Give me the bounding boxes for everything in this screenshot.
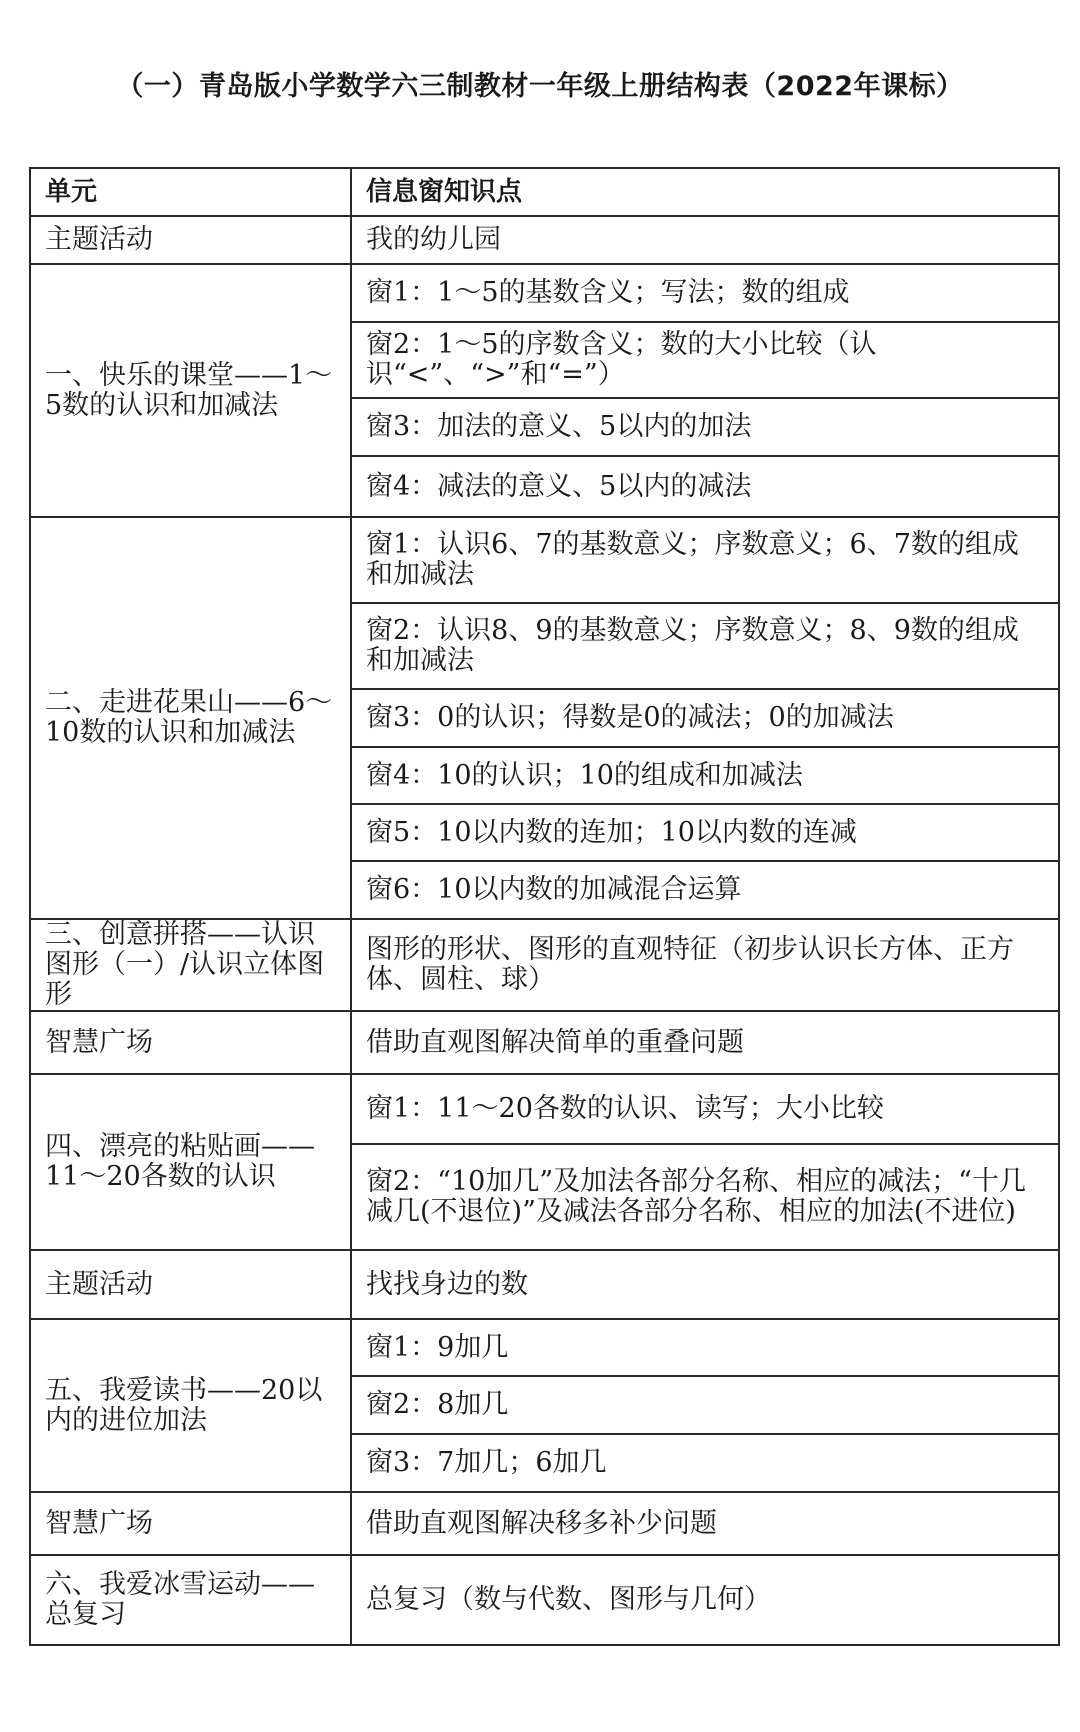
table-row [30, 1319, 1059, 1376]
knowledge-point-cell: 借助直观图解决简单的重叠问题 [351, 1011, 1059, 1074]
table-row [30, 1250, 1059, 1319]
unit-cell: 六、我爱冰雪运动——总复习 [30, 1555, 351, 1645]
knowledge-point-cell: 窗2：“10加几”及加法各部分名称、相应的减法；“十几减几(不退位)”及减法各部分名称、相应的加法(不进位) [351, 1144, 1059, 1250]
knowledge-point-cell: 窗1：认识6、7的基数意义；序数意义；6、7数的组成和加减法 [351, 517, 1059, 603]
unit-cell: 二、走进花果山——6～10数的认识和加减法 [30, 517, 351, 919]
table-row [30, 517, 1059, 603]
knowledge-point-cell: 窗3：7加几；6加几 [351, 1434, 1059, 1492]
knowledge-point-cell: 图形的形状、图形的直观特征（初步认识长方体、正方体、圆柱、球） [351, 919, 1059, 1011]
unit-cell: 四、漂亮的粘贴画——11～20各数的认识 [30, 1074, 351, 1250]
knowledge-point-cell: 窗2：1～5的序数含义；数的大小比较（认识“<”、“>”和“=”） [351, 322, 1059, 398]
header-unit: 单元 [30, 168, 351, 216]
knowledge-point-cell: 窗1：9加几 [351, 1319, 1059, 1376]
knowledge-point-cell: 窗3：0的认识；得数是0的减法；0的加减法 [351, 689, 1059, 747]
knowledge-point-cell: 窗4：减法的意义、5以内的减法 [351, 456, 1059, 517]
knowledge-point-cell: 窗1：11～20各数的认识、读写；大小比较 [351, 1074, 1059, 1144]
table-row [30, 1074, 1059, 1144]
knowledge-point-cell: 窗3：加法的意义、5以内的加法 [351, 398, 1059, 456]
table-row [30, 1011, 1059, 1074]
unit-cell: 一、快乐的课堂——1～5数的认识和加减法 [30, 264, 351, 517]
table-row [30, 264, 1059, 322]
unit-cell: 智慧广场 [30, 1492, 351, 1555]
knowledge-point-cell: 窗2：认识8、9的基数意义；序数意义；8、9数的组成和加减法 [351, 603, 1059, 689]
header-knowledge-point: 信息窗知识点 [351, 168, 1059, 216]
document-title: （一）青岛版小学数学六三制教材一年级上册结构表（2022年课标） [116, 71, 964, 102]
knowledge-point-cell: 窗1：1～5的基数含义；写法；数的组成 [351, 264, 1059, 322]
knowledge-point-cell: 窗2：8加几 [351, 1376, 1059, 1434]
knowledge-point-cell: 窗5：10以内数的连加；10以内数的连减 [351, 804, 1059, 861]
knowledge-point-cell: 我的幼儿园 [351, 216, 1059, 264]
table-row [30, 216, 1059, 264]
table-row [30, 919, 1059, 1011]
table-row [30, 1492, 1059, 1555]
unit-cell: 三、创意拼搭——认识图形（一）/认识立体图形 [30, 919, 351, 1011]
unit-cell: 主题活动 [30, 1250, 351, 1319]
knowledge-point-cell: 总复习（数与代数、图形与几何） [351, 1555, 1059, 1645]
table-row [30, 1555, 1059, 1645]
knowledge-point-cell: 借助直观图解决移多补少问题 [351, 1492, 1059, 1555]
unit-cell: 智慧广场 [30, 1011, 351, 1074]
knowledge-point-cell: 找找身边的数 [351, 1250, 1059, 1319]
unit-cell: 主题活动 [30, 216, 351, 264]
unit-cell: 五、我爱读书——20以内的进位加法 [30, 1319, 351, 1492]
structure-table [29, 167, 1060, 1646]
header-row [30, 168, 1059, 216]
knowledge-point-cell: 窗6：10以内数的加减混合运算 [351, 861, 1059, 919]
knowledge-point-cell: 窗4：10的认识；10的组成和加减法 [351, 747, 1059, 804]
